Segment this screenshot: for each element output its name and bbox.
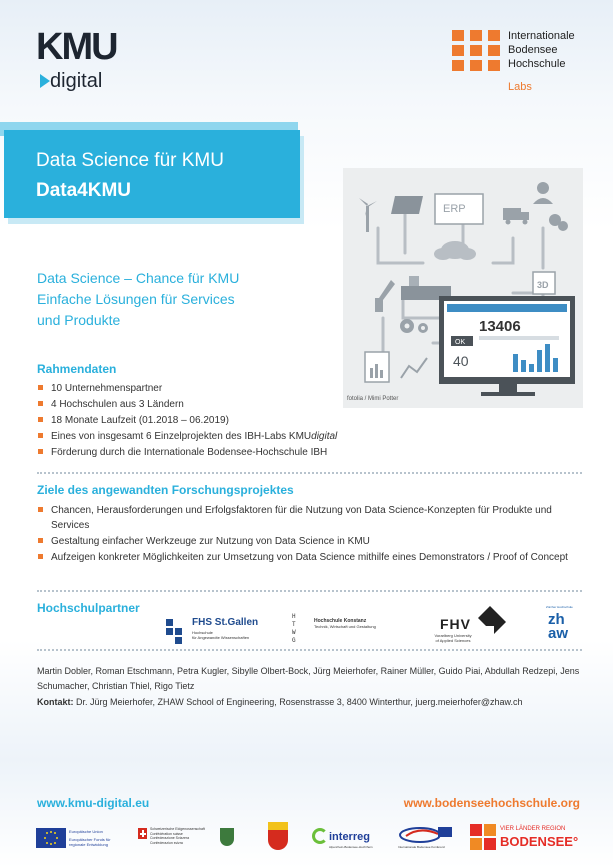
- cloud-icon: [434, 241, 476, 260]
- report-icon: [365, 352, 389, 382]
- swiss-confederation-logo: Schweizerische Eidgenossenschaft Confédération suisse Confederazione Svizzera Confederaziun svizra: [138, 826, 232, 852]
- monitor-value-top: 13406: [479, 318, 521, 335]
- robot-arm-icon: [375, 280, 395, 312]
- ibh-labs-label: Labs: [508, 81, 532, 93]
- ibk-mark-icon: [398, 824, 454, 846]
- cube-icon: [533, 272, 555, 294]
- section-divider: [37, 472, 582, 474]
- fhv-logo: FHV Vorarlberg University of Applied Sciences: [426, 606, 510, 644]
- interreg-logo: interreg Alpenrhein-Bodensee-Hochrhein: [312, 824, 382, 854]
- play-icon: [40, 74, 50, 88]
- poster-subtitle: Data4KMU: [36, 180, 132, 201]
- line-chart-icon: [401, 358, 427, 378]
- list-item: 10 Unternehmenspartner: [37, 381, 377, 397]
- coins-icon: [549, 214, 568, 231]
- rahmendaten-list: [37, 381, 377, 461]
- contact-line: [37, 697, 582, 707]
- contact-text: Dr. Jürg Meierhofer, ZHAW School of Engineering, Rosenstrasse 3, 8400 Winterthur, juerg.meierhofer@zhaw.ch: [76, 697, 523, 707]
- list-item: Gestaltung einfacher Werkzeuge zur Nutzung von Data Science in KMU: [37, 534, 582, 549]
- intro-text: Data Science – Chance für KMU Einfache Lösungen für Services und Produkte: [37, 270, 240, 328]
- kmu-digital-logo: [36, 28, 116, 98]
- zhaw-logo: Zürcher Hochschule zh aw: [546, 605, 573, 642]
- eu-logo: Europäische Union Europäischer Fonds für regionale Entwicklung: [36, 826, 120, 852]
- htwg-logo: H T W G Hochschule Konstanz Technik, Wirtschaft und Gestaltung: [292, 613, 376, 644]
- vier-laender-region-logo: VIER LÄNDER REGION BODENSEE°: [470, 824, 582, 852]
- ibk-logo: Internationale Bodensee Konferenz: [398, 824, 454, 852]
- photo-credit: fotolia / Mimi Potter: [347, 396, 399, 402]
- erp-label: ERP: [443, 203, 466, 215]
- list-item: Aufzeigen konkreter Möglichkeiten zur Umsetzung von Data Science mithilfe eines Demonstrators / Proof of Concept: [37, 550, 582, 565]
- vlr-squares-icon: [470, 824, 496, 850]
- fhs-squares-icon: [166, 619, 182, 644]
- ibh-squares-icon: [452, 30, 500, 72]
- fhs-st-gallen-logo: FHS St.Gallen Hochschule für Angewandte Wissenschaften: [166, 617, 266, 643]
- hochschulpartner-heading: Hochschulpartner: [37, 601, 140, 615]
- ibh-logo-text: Internationale Bodensee Hochschule: [508, 30, 575, 70]
- list-item: Chancen, Herausforderungen und Erfolgsfaktoren für die Nutzung von Data Science-Konzepten für Produkte und Services: [37, 503, 582, 533]
- fhv-arrow-icon: [476, 606, 508, 640]
- data-science-illustration: [343, 168, 583, 408]
- kmu-digital-italic: digital: [311, 431, 338, 442]
- illustration-graphic: [343, 168, 583, 408]
- interreg-ring-icon: [312, 828, 328, 844]
- canton-crest-icon: [220, 828, 234, 846]
- rahmendaten-heading: Rahmendaten: [37, 362, 117, 376]
- monitor-icon: [439, 296, 575, 396]
- ziele-list: [37, 503, 582, 566]
- swiss-cross-icon: [138, 828, 147, 839]
- solar-panel-icon: [391, 196, 423, 214]
- regional-crest-icon: [268, 822, 288, 850]
- kmu-logo-word: digital: [50, 70, 103, 92]
- section-divider: [37, 590, 582, 592]
- ziele-heading: Ziele des angewandten Forschungsprojektes: [37, 483, 294, 497]
- list-item: 18 Monate Laufzeit (01.2018 – 06.2019): [37, 413, 377, 429]
- kmu-digital-url[interactable]: www.kmu-digital.eu: [37, 796, 150, 810]
- gears-icon: [400, 319, 428, 333]
- title-banner: [4, 130, 300, 218]
- section-divider: [37, 649, 582, 651]
- user-icon: [533, 182, 553, 204]
- bodenseehochschule-url[interactable]: www.bodenseehochschule.org: [403, 796, 580, 810]
- contact-label: Kontakt:: [37, 697, 74, 707]
- list-item: 4 Hochschulen aus 3 Ländern: [37, 397, 377, 413]
- eu-flag-icon: [36, 828, 66, 848]
- cube-label: 3D: [537, 280, 549, 290]
- kmu-logo-mark: KMU: [36, 26, 117, 68]
- authors-list: Martin Dobler, Roman Etschmann, Petra Kugler, Sibylle Olbert-Bock, Jürg Meierhofer, Rainer Müller, Guido Piai, Abdullah Redzepi, Jens Schumacher, Christian Thiel, Rigo Tietz: [37, 666, 580, 691]
- monitor-ok-label: OK: [455, 339, 466, 346]
- monitor-value-bottom: 40: [453, 353, 469, 369]
- list-item: Förderung durch die Internationale Bodensee-Hochschule IBH: [37, 445, 377, 461]
- poster-title: Data Science für KMU: [36, 150, 224, 171]
- ibh-logo: [452, 30, 592, 94]
- erp-document-icon: [435, 194, 483, 224]
- truck-icon: [503, 208, 529, 225]
- list-item: Eines von insgesamt 6 Einzelprojekten des IBH-Labs KMUdigital: [37, 429, 377, 445]
- wind-turbine-icon: [359, 198, 377, 232]
